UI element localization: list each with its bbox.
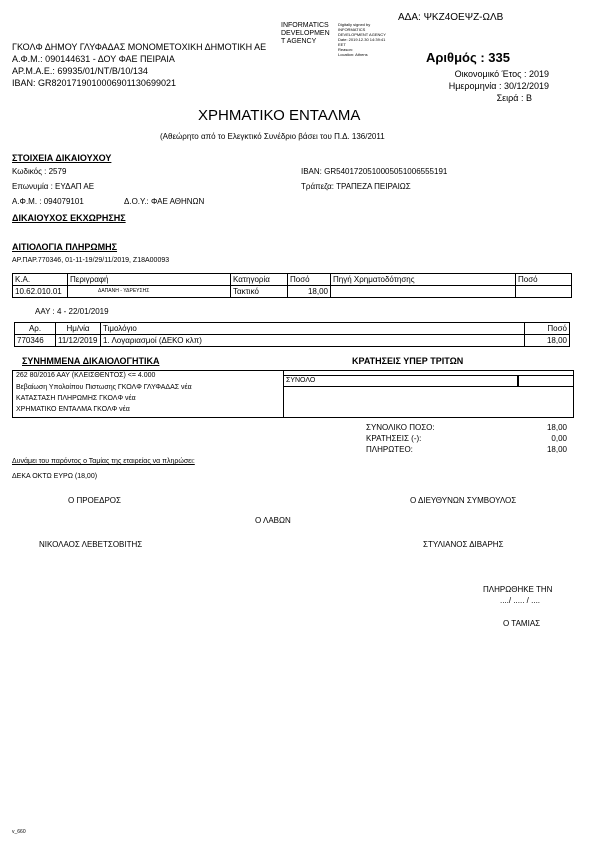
withholdings-total-value-cell bbox=[517, 375, 574, 387]
beneficiary-name: Επωνυμία : ΕΥΔΑΠ ΑΕ bbox=[12, 182, 95, 191]
ada-code: ΑΔΑ: ΨΚΖ4ΟΕΨΖ-ΩΛΒ bbox=[398, 12, 504, 23]
president-name: ΝΙΚΟΛΑΟΣ ΛΕΒΕΤΣΟΒΙΤΗΣ bbox=[39, 540, 143, 549]
table-cell: Τακτικό bbox=[231, 286, 288, 298]
digital-signature-stamp: Digitally signed by INFORMATICS DEVELOPMENT AGENCY Date: 2019.12.30 14:39:41 EET Reason: Location: Athens bbox=[338, 22, 386, 57]
amount-in-words: ΔΕΚΑ ΟΚΤΩ ΕΥΡΩ (18,00) bbox=[12, 473, 98, 480]
table-row bbox=[15, 335, 570, 347]
org-iban: IBAN: GR8201719010006901130699021 bbox=[12, 78, 176, 88]
table-header-row bbox=[15, 323, 570, 335]
org-armae: ΑΡ.Μ.Α.Ε.: 69935/01/ΝΤ/Β/10/134 bbox=[12, 66, 148, 76]
table-cell: 18,00 bbox=[288, 286, 331, 298]
ceo-name: ΣΤΥΛΙΑΝΟΣ ΔΙΒΑΡΗΣ bbox=[423, 540, 504, 549]
total-value: 18,00 bbox=[546, 423, 567, 432]
ceo-title: Ο ΔΙΕΥΘΥΝΩΝ ΣΥΜΒΟΥΛΟΣ bbox=[410, 496, 517, 505]
voucher-number: Αριθμός : 335 bbox=[426, 50, 510, 65]
table-header-cell: Τιμολόγιο bbox=[101, 323, 525, 335]
page-title: ΧΡΗΜΑΤΙΚΟ ΕΝΤΑΛΜΑ bbox=[198, 107, 361, 124]
paid-date: ..../ ..... / .... bbox=[500, 596, 541, 605]
withholdings-value: 0,00 bbox=[551, 434, 567, 443]
payable-label: ΠΛΗΡΩΤΕΟ: bbox=[366, 445, 413, 454]
voucher-series: Σειρά : B bbox=[496, 93, 532, 103]
reason-text: ΑΡ.ΠΑΡ.770346, 01-11-19/29/11/2019, Z18A00093 bbox=[12, 257, 170, 264]
attachment-item: 262 80/2016 ΑΑΥ (ΚΛΕΙΣΘΕΝΤΟΣ) <= 4.000 bbox=[16, 372, 156, 379]
invoice-table bbox=[14, 322, 570, 347]
paid-label: ΠΛΗΡΩΘΗΚΕ ΤΗΝ bbox=[483, 585, 553, 594]
withholdings-total-cell bbox=[283, 375, 519, 387]
payable-value: 18,00 bbox=[546, 445, 567, 454]
table-cell bbox=[516, 286, 572, 298]
table-cell bbox=[331, 286, 516, 298]
table-header-cell: Ποσό bbox=[516, 274, 572, 286]
table-cell: 10.62.010.01 bbox=[13, 286, 68, 298]
table-header-cell: Ημ/νία bbox=[56, 323, 101, 335]
org-afm: Α.Φ.Μ.: 090144631 - ΔΟΥ ΦΑΕ ΠΕΙΡΑΙΑ bbox=[12, 54, 175, 64]
aay-line: ΑΑΥ : 4 - 22/01/2019 bbox=[35, 307, 109, 316]
withholdings-heading: ΚΡΑΤΗΣΕΙΣ ΥΠΕΡ ΤΡΙΤΩΝ bbox=[352, 356, 464, 366]
voucher-date: Ημερομηνία : 30/12/2019 bbox=[448, 81, 549, 91]
withholdings-label: ΚΡΑΤΗΣΕΙΣ (-): bbox=[366, 434, 422, 443]
table-header-cell: Περιγραφή bbox=[68, 274, 231, 286]
page-subtitle: (Αθεώρητο από το Ελεγκτικό Συνέδριο βάσει του Π.Δ. 136/2011 bbox=[160, 132, 385, 141]
logo-line: INFORMATICS bbox=[281, 22, 329, 29]
footer-code: v_660 bbox=[12, 829, 26, 835]
table-header-cell: Ποσό bbox=[525, 323, 570, 335]
total-label: ΣΥΝΟΛΙΚΟ ΠΟΣΟ: bbox=[366, 423, 435, 432]
fiscal-year: Οικονομικό Έτος : 2019 bbox=[454, 69, 549, 79]
beneficiary-doy: Δ.Ο.Υ.: ΦΑΕ ΑΘΗΝΩΝ bbox=[124, 197, 205, 206]
logo-line: T AGENCY bbox=[281, 38, 317, 45]
receiver-title: Ο ΛΑΒΩΝ bbox=[255, 516, 291, 525]
table-header-cell: Κ.Α. bbox=[13, 274, 68, 286]
reason-heading: ΑΙΤΙΟΛΟΓΙΑ ΠΛΗΡΩΜΗΣ bbox=[12, 242, 118, 252]
table-cell: 11/12/2019 bbox=[56, 335, 101, 347]
withholdings-total-label: ΣΥΝΟΛΟ bbox=[286, 377, 316, 384]
attachment-item: ΚΑΤΑΣΤΑΣΗ ΠΛΗΡΩΜΗΣ ΓΚΟΛΦ νέα bbox=[16, 395, 136, 402]
table-cell: 770346 bbox=[15, 335, 56, 347]
logo-line: DEVELOPMEN bbox=[281, 30, 330, 37]
beneficiary-iban: IBAN: GR5401720510005051006555191 bbox=[301, 167, 448, 176]
table-header-cell: Αρ. bbox=[15, 323, 56, 335]
president-title: Ο ΠΡΟΕΔΡΟΣ bbox=[68, 496, 121, 505]
beneficiary-bank: Τράπεζα: ΤΡΑΠΕΖΑ ΠΕΙΡΑΙΩΣ bbox=[301, 182, 411, 191]
table-row bbox=[13, 286, 572, 298]
table-cell: 18,00 bbox=[525, 335, 570, 347]
cashier-note: Δυνάμει του παρόντος ο Ταμίας της εταιρείας να πληρώσει: bbox=[12, 458, 195, 465]
beneficiary-afm: Α.Φ.Μ. : 094079101 bbox=[12, 197, 84, 206]
table-header-cell: Ποσό bbox=[288, 274, 331, 286]
table-cell: ΔΑΠΑΝΗ - ΥΔΡΕΥΣΗΣ bbox=[68, 286, 231, 298]
assignee-heading: ΔΙΚΑΙΟΥΧΟΣ ΕΚΧΩΡΗΣΗΣ bbox=[12, 213, 126, 223]
table-header-row bbox=[13, 274, 572, 286]
org-name: ΓΚΟΛΦ ΔΗΜΟΥ ΓΛΥΦΑΔΑΣ ΜΟΝΟΜΕΤΟΧΙΚΗ ΔΗΜΟΤΙΚΗ ΑΕ bbox=[12, 42, 267, 52]
attachment-item: ΧΡΗΜΑΤΙΚΟ ΕΝΤΑΛΜΑ ΓΚΟΛΦ νέα bbox=[16, 406, 130, 413]
cashier-title: Ο ΤΑΜΙΑΣ bbox=[503, 619, 541, 628]
attachment-item: Βεβαίωση Υπολοίπου Πιστωσης ΓΚΟΛΦ ΓΛΥΦΑΔΑΣ νέα bbox=[16, 384, 192, 391]
agency-logo-text bbox=[281, 22, 330, 46]
table-cell: 1. Λογαριασμοί (ΔΕΚΟ κλπ) bbox=[101, 335, 525, 347]
table-header-cell: Πηγή Χρηματοδότησης bbox=[331, 274, 516, 286]
beneficiary-heading: ΣΤΟΙΧΕΙΑ ΔΙΚΑΙΟΥΧΟΥ bbox=[12, 153, 112, 163]
account-table bbox=[12, 273, 572, 298]
table-header-cell: Κατηγορία bbox=[231, 274, 288, 286]
beneficiary-code: Κωδικός : 2579 bbox=[12, 167, 67, 176]
attachments-heading: ΣΥΝΗΜΜΕΝΑ ΔΙΚΑΙΟΛΟΓΗΤΙΚΑ bbox=[22, 356, 160, 366]
